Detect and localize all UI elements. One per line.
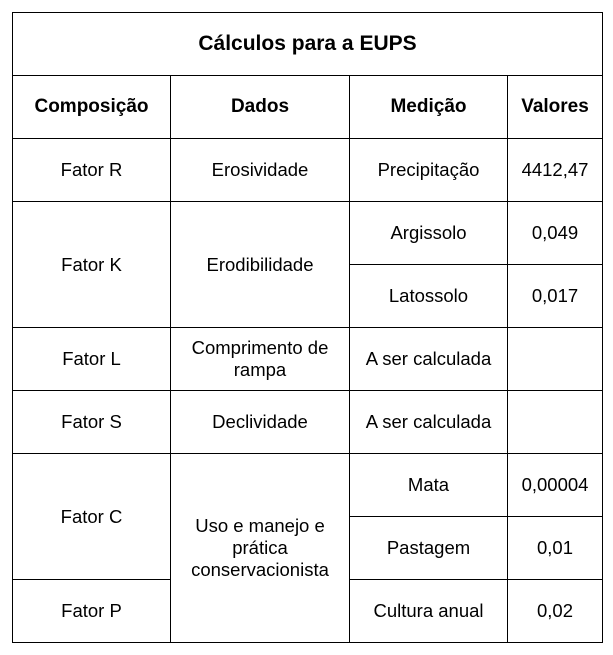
table-row	[13, 202, 603, 265]
header-valores: Valores	[508, 76, 603, 139]
cell-composicao-c: Fator C	[13, 454, 171, 580]
cell-valor-l	[508, 328, 603, 391]
cell-valor-s	[508, 391, 603, 454]
header-dados: Dados	[171, 76, 350, 139]
cell-medicao-k-argissolo: Argissolo	[350, 202, 508, 265]
cell-composicao-s: Fator S	[13, 391, 171, 454]
cell-dados-c-p: Uso e manejo e prática conservacionista	[171, 454, 350, 643]
cell-medicao-p: Cultura anual	[350, 580, 508, 643]
table-row	[13, 454, 603, 517]
cell-dados-l: Comprimento de rampa	[171, 328, 350, 391]
cell-valor-k-argissolo: 0,049	[508, 202, 603, 265]
cell-medicao-l: A ser calculada	[350, 328, 508, 391]
cell-medicao-c-pastagem: Pastagem	[350, 517, 508, 580]
table-row	[13, 328, 603, 391]
cell-dados-s: Declividade	[171, 391, 350, 454]
cell-valor-r: 4412,47	[508, 139, 603, 202]
table-title: Cálculos para a EUPS	[13, 13, 603, 76]
title-row	[13, 13, 603, 76]
cell-valor-c-pastagem: 0,01	[508, 517, 603, 580]
header-medicao: Medição	[350, 76, 508, 139]
cell-composicao-r: Fator R	[13, 139, 171, 202]
cell-composicao-k: Fator K	[13, 202, 171, 328]
cell-medicao-s: A ser calculada	[350, 391, 508, 454]
table-row	[13, 139, 603, 202]
cell-dados-k: Erodibilidade	[171, 202, 350, 328]
cell-medicao-k-latossolo: Latossolo	[350, 265, 508, 328]
cell-dados-r: Erosividade	[171, 139, 350, 202]
cell-composicao-p: Fator P	[13, 580, 171, 643]
header-row	[13, 76, 603, 139]
cell-valor-k-latossolo: 0,017	[508, 265, 603, 328]
cell-composicao-l: Fator L	[13, 328, 171, 391]
eups-table	[12, 12, 603, 643]
cell-medicao-c-mata: Mata	[350, 454, 508, 517]
header-composicao: Composição	[13, 76, 171, 139]
cell-medicao-r: Precipitação	[350, 139, 508, 202]
cell-valor-p: 0,02	[508, 580, 603, 643]
table-row	[13, 391, 603, 454]
cell-valor-c-mata: 0,00004	[508, 454, 603, 517]
